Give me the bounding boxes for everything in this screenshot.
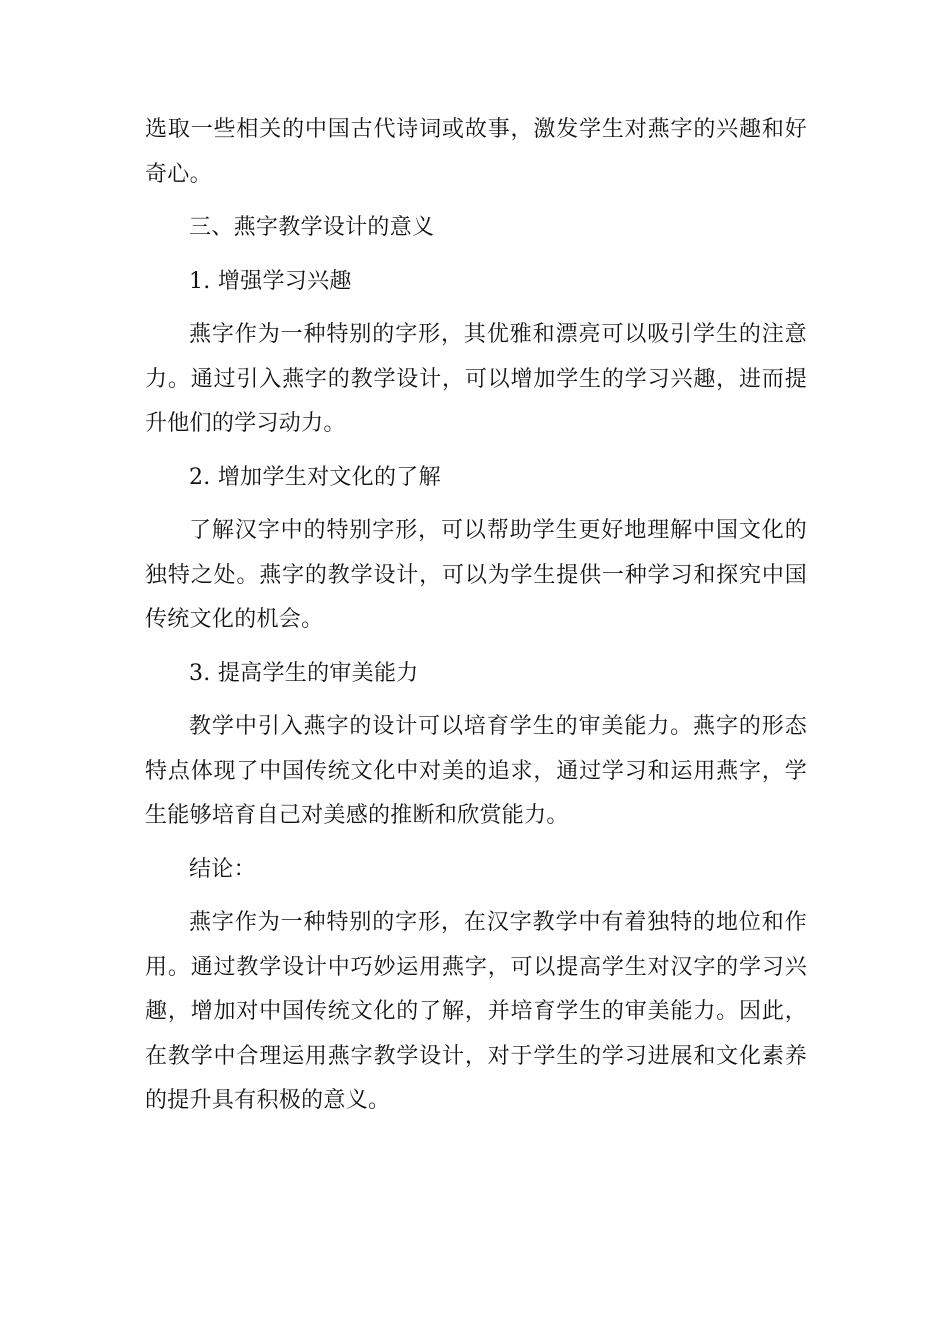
paragraph-aesthetic: 教学中引入燕字的设计可以培育学生的审美能力。燕字的形态特点体现了中国传统文化中对美的追求，通过学习和运用燕字，学生能够培育自己对美感的推断和欣赏能力。 (145, 714, 807, 828)
document-body (145, 108, 807, 1124)
subheading-aesthetic: 3. 提高学生的审美能力 (189, 660, 419, 686)
conclusion-heading: 结论： (189, 856, 256, 882)
paragraph-continuation: 选取一些相关的中国古代诗词或故事，激发学生对燕字的兴趣和好奇心。 (145, 117, 807, 187)
subheading-interest: 1. 增强学习兴趣 (189, 268, 352, 294)
paragraph-interest: 燕字作为一种特别的字形，其优雅和漂亮可以吸引学生的注意力。通过引入燕字的教学设计，可以增加学生的学习兴趣，进而提升他们的学习动力。 (145, 322, 807, 436)
section-heading-significance: 三、燕字教学设计的意义 (189, 215, 435, 240)
paragraph-culture: 了解汉字中的特别字形，可以帮助学生更好地理解中国文化的独特之处。燕字的教学设计，可以为学生提供一种学习和探究中国传统文化的机会。 (145, 518, 807, 632)
paragraph-conclusion: 燕字作为一种特别的字形，在汉字教学中有着独特的地位和作用。通过教学设计中巧妙运用燕字，可以提高学生对汉字的学习兴趣，增加对中国传统文化的了解，并培育学生的审美能力。因此，在教学中合理运用燕字教学设计，对于学生的学习进展和文化素养的提升具有积极的意义。 (145, 910, 807, 1113)
subheading-culture: 2. 增加学生对文化的了解 (189, 464, 441, 490)
